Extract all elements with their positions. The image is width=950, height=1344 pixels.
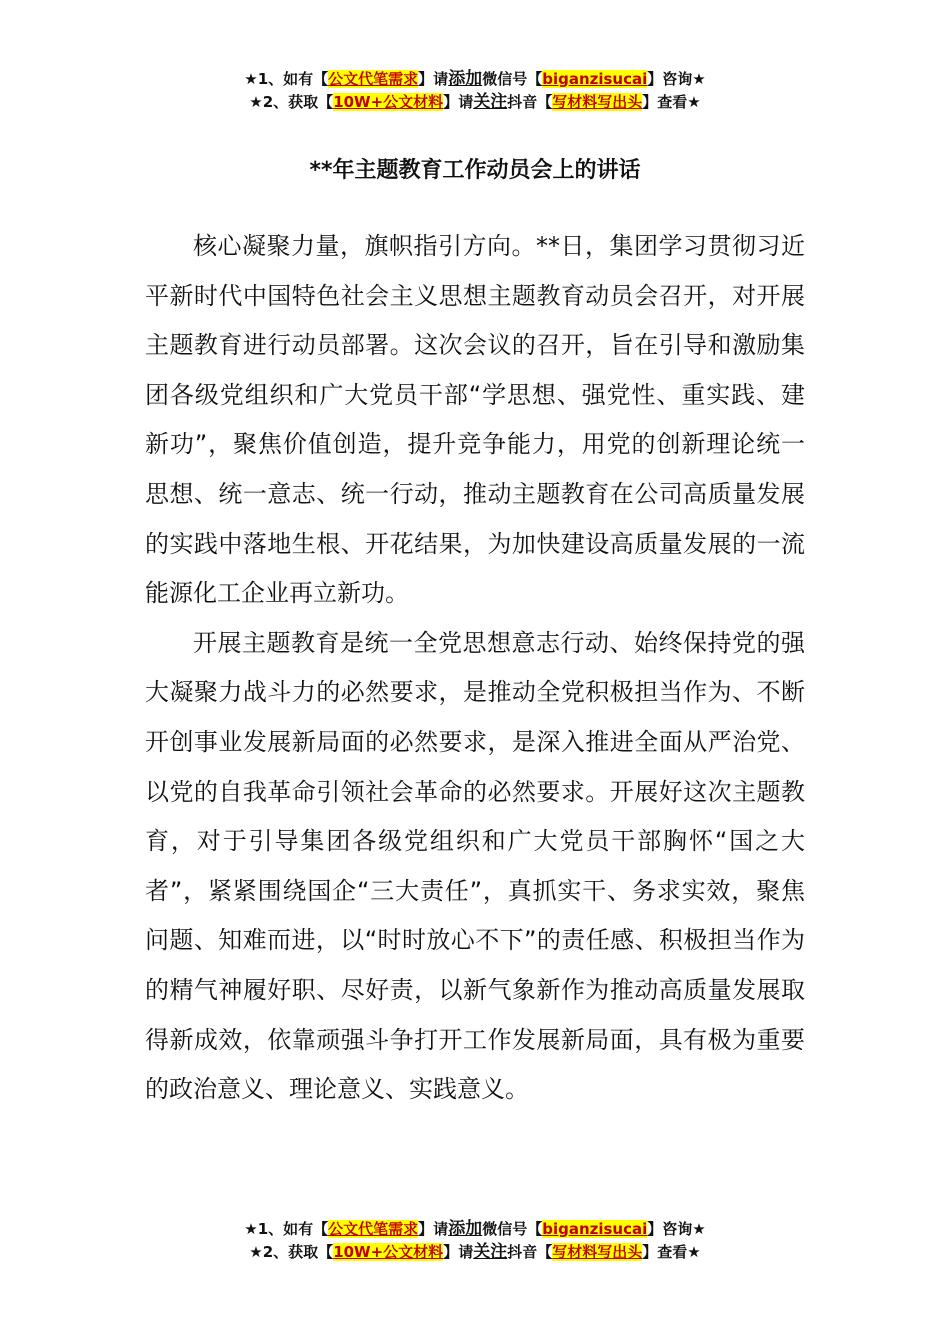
promo-text: 微信号【 xyxy=(482,1220,543,1238)
promo-highlight: 公文代笔需求 xyxy=(328,1220,419,1238)
promo-line-1 xyxy=(0,68,950,91)
promo-footer xyxy=(0,1218,950,1264)
promo-emphasis: 关注 xyxy=(473,92,508,112)
promo-line-2 xyxy=(0,91,950,114)
promo-line-1 xyxy=(0,1218,950,1241)
promo-text: 抖音【 xyxy=(507,93,553,111)
promo-text: 】请 xyxy=(418,1220,449,1238)
promo-text: 】查看★ xyxy=(642,1243,701,1261)
promo-highlight: 10W+公文材料 xyxy=(333,93,444,111)
promo-text: 】查看★ xyxy=(642,93,701,111)
promo-text: ★2、获取【 xyxy=(249,93,334,111)
promo-line-2 xyxy=(0,1241,950,1264)
paragraph: 核心凝聚力量，旗帜指引方向。**日，集团学习贯彻习近平新时代中国特色社会主义思想主题教育动员会召开，对开展主题教育进行动员部署。这次会议的召开，旨在引导和激励集团各级党组织和广大党员干部“学思想、强党性、重实践、建新功”，聚焦价值创造，提升竞争能力，用党的创新理论统一思想、统一意志、统一行动，推动主题教育在公司高质量发展的实践中落地生根、开花结果，为加快建设高质量发展的一流能源化工企业再立新功。 xyxy=(145,232,805,608)
promo-text: ★1、如有【 xyxy=(244,70,329,88)
paragraph: 开展主题教育是统一全党思想意志行动、始终保持党的强大凝聚力战斗力的必然要求，是推动全党积极担当作为、不断开创事业发展新局面的必然要求，是深入推进全面从严治党、以党的自我革命引领社会革命的必然要求。开展好这次主题教育，对于引导集团各级党组织和广大党员干部胸怀“国之大者”，紧紧围绕国企“三大责任”，真抓实干、务求实效，聚焦问题、知难而进，以“时时放心不下”的责任感、积极担当作为的精气神履好职、尽好责，以新气象新作为推动高质量发展取得新成效，依靠顽强斗争打开工作发展新局面，具有极为重要的政治意义、理论意义、实践意义。 xyxy=(145,628,805,1104)
promo-emphasis: 添加 xyxy=(448,69,483,89)
promo-header xyxy=(0,68,950,114)
promo-highlight: 公文代笔需求 xyxy=(328,70,419,88)
promo-text: ★2、获取【 xyxy=(249,1243,334,1261)
promo-emphasis: 添加 xyxy=(448,1219,483,1239)
promo-text: 】咨询★ xyxy=(647,70,706,88)
promo-text: 抖音【 xyxy=(507,1243,553,1261)
promo-text: 】请 xyxy=(443,1243,474,1261)
promo-wechat-id: biganzisucai xyxy=(542,70,648,88)
promo-text: 微信号【 xyxy=(482,70,543,88)
document-body xyxy=(145,222,805,1115)
document-title: **年主题教育工作动员会上的讲话 xyxy=(309,158,641,183)
promo-douyin-id: 写材料写出头 xyxy=(552,1243,643,1261)
promo-text: 】咨询★ xyxy=(647,1220,706,1238)
promo-highlight: 10W+公文材料 xyxy=(333,1243,444,1261)
promo-text: ★1、如有【 xyxy=(244,1220,329,1238)
promo-wechat-id: biganzisucai xyxy=(542,1220,648,1238)
promo-emphasis: 关注 xyxy=(473,1242,508,1262)
promo-text: 】请 xyxy=(443,93,474,111)
promo-douyin-id: 写材料写出头 xyxy=(552,93,643,111)
promo-text: 】请 xyxy=(418,70,449,88)
